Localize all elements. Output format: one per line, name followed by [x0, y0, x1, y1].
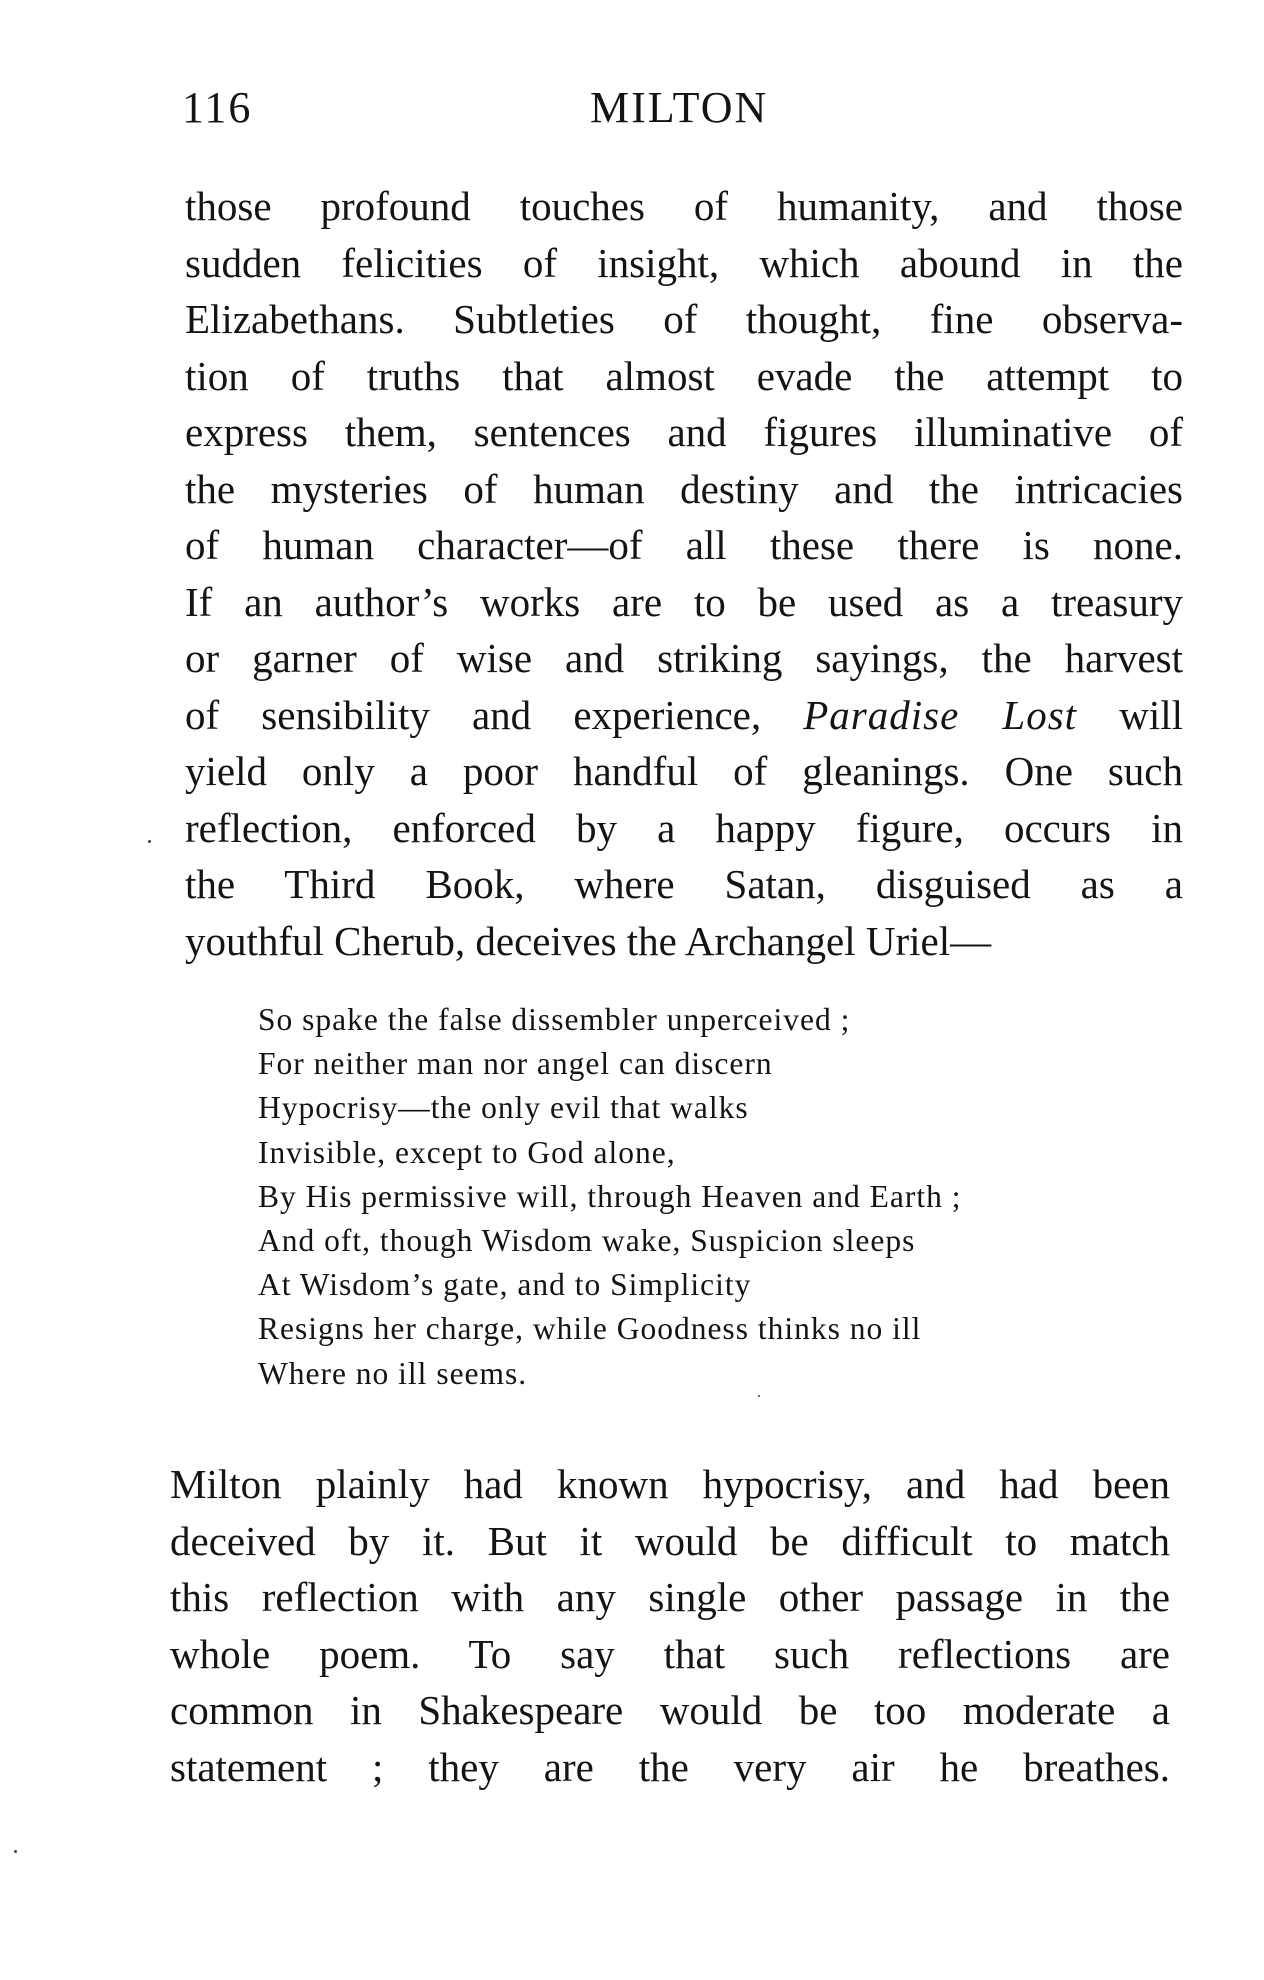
text-line: this reflection with any single other passage in the — [170, 1574, 1170, 1620]
verse-line: Where no ill seems. — [258, 1355, 528, 1391]
verse-line: Invisible, except to God alone, — [258, 1134, 676, 1170]
text-line: of human character—of all these there is none. — [185, 522, 1183, 568]
text-line: Milton plainly had known hypocrisy, and had been — [170, 1461, 1170, 1507]
paper-speck — [758, 1395, 760, 1397]
text-line: sudden felicities of insight, which abound in the — [185, 239, 1183, 286]
text-line: yield only a poor handful of gleanings. One such — [185, 748, 1183, 794]
paragraph-1 — [185, 178, 1183, 969]
paper-speck — [14, 1850, 17, 1853]
text-line: If an author’s works are to be used as a treasury — [185, 578, 1183, 625]
paragraph-2 — [170, 1456, 1170, 1795]
text-line: common in Shakespeare would be too moderate a — [170, 1687, 1170, 1733]
text-line: tion of truths that almost evade the attempt to — [185, 352, 1183, 399]
text-line: the Third Book, where Satan, disguised as a — [185, 861, 1183, 907]
text-line: the mysteries of human destiny and the intricacies — [185, 465, 1183, 512]
verse-line: At Wisdom’s gate, and to Simplicity — [258, 1267, 752, 1303]
verse-quotation — [258, 998, 962, 1396]
text-line: youthful Cherub, deceives the Archangel Uriel— — [185, 917, 992, 964]
text-line: reflection, enforced by a happy figure, occurs in — [185, 804, 1183, 851]
text-line: whole poem. To say that such reflections are — [170, 1630, 1170, 1677]
text-segment: will — [1119, 691, 1184, 738]
paper-speck — [148, 840, 151, 843]
text-line: those profound touches of humanity, and those — [185, 183, 1183, 229]
running-head — [182, 82, 1182, 142]
verse-line: For neither man nor angel can discern — [258, 1046, 773, 1082]
text-line-with-title — [185, 687, 1183, 744]
text-line: statement ; they are the very air he breathes. — [170, 1743, 1170, 1790]
book-title-italic: Paradise Lost — [803, 691, 1078, 738]
text-segment: of sensibility and experience, — [185, 691, 762, 738]
text-line: or garner of wise and striking sayings, the harvest — [185, 635, 1183, 681]
verse-line: And oft, though Wisdom wake, Suspicion sleeps — [258, 1223, 916, 1259]
verse-line: Hypocrisy—the only evil that walks — [258, 1090, 749, 1126]
verse-line: So spake the false dissembler unperceived ; — [258, 1002, 851, 1037]
running-title: MILTON — [590, 83, 769, 132]
text-line: deceived by it. But it would be difficult to match — [170, 1517, 1170, 1564]
text-line: express them, sentences and figures illuminative of — [185, 409, 1183, 455]
text-line: Elizabethans. Subtleties of thought, fine observa- — [185, 296, 1183, 342]
verse-line: By His permissive will, through Heaven and Earth ; — [258, 1178, 962, 1214]
verse-line: Resigns her charge, while Goodness thinks no ill — [258, 1311, 922, 1347]
page-number: 116 — [182, 83, 253, 132]
